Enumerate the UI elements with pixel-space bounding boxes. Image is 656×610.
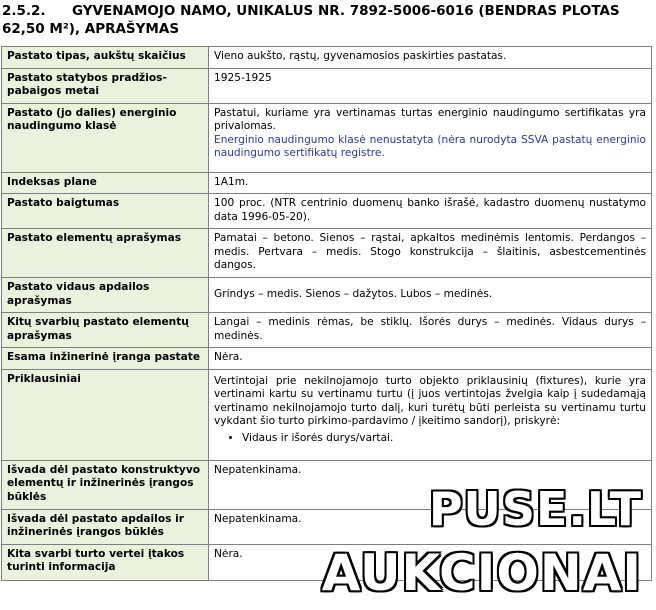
row-label: Indeksas plane <box>2 172 209 194</box>
row-label: Pastato baigtumas <box>2 194 209 229</box>
row-value: Nepatenkinama. <box>209 460 652 509</box>
row-value: Pamatai – betono. Sienos – rąstai, apkaltos medinėmis lentomis. Perdangos – medis. Pertvara – medis. Stogo konstrukcija – šlaitinis, asbestcementinės dangos. <box>209 229 652 278</box>
table-row <box>2 47 652 69</box>
table-row <box>2 194 652 229</box>
row-value: 100 proc. (NTR centrinio duomenų banko išrašė, kadastro duomenų nustatymo data 1996-05-20). <box>209 194 652 229</box>
section-heading <box>2 2 652 38</box>
table-row <box>2 278 652 313</box>
row-label: Pastato elementų aprašymas <box>2 229 209 278</box>
row-label: Išvada dėl pastato konstruktyvo elementų ir inžinerinės įrangos būklės <box>2 460 209 509</box>
section-title: GYVENAMOJO NAMO, UNIKALUS NR. 7892-5006-6016 (BENDRAS PLOTAS 62,50 M²), APRAŠYMAS <box>2 3 620 37</box>
row-value: 1925-1925 <box>209 68 652 103</box>
row-value: Nepatenkinama. <box>209 509 652 544</box>
table-row <box>2 229 652 278</box>
row-label: Esama inžinerinė įranga pastate <box>2 348 209 370</box>
watermark-line-2: AUKCIONAI <box>321 544 642 602</box>
row-value: Nėra. <box>209 544 652 580</box>
watermark-line-1: PUSE.LT <box>428 482 642 536</box>
table-row <box>2 348 652 370</box>
row-value-text: Vertintojai prie nekilnojamojo turto objekto priklausinių (fixtures), kurie yra vertinami kartu su vertinamu turtu (į juos vertintojas žvelgia kaip į sudedamąją vertinamo nekilnojamojo turto dalį, kuri turėtų būti perleista su vertinamu turtu vykdant šio turto pirkimo-pardavimo / įkeitimo sandorį), priskyrė: <box>214 374 646 427</box>
fixtures-list <box>214 432 646 446</box>
row-label: Išvada dėl pastato apdailos ir inžinerinės įrangos būklės <box>2 509 209 544</box>
section-number: 2.5.2. <box>2 3 46 19</box>
list-item: • Vidaus ir išorės durys/vartai. <box>242 432 646 446</box>
row-label: Pastato (jo dalies) energinio naudingumo klasė <box>2 103 209 172</box>
row-value: Vieno aukšto, rąstų, gyvenamosios paskirties pastatas. <box>209 47 652 69</box>
row-label: Kita svarbi turto vertei įtakos turinti informacija <box>2 544 209 580</box>
row-label: Kitų svarbių pastato elementų aprašymas <box>2 313 209 348</box>
row-value-note: Energinio naudingumo klasė nenustatyta (nėra nurodyta SSVA pastatų energinio naudingumo sertifikatų registre. <box>214 133 646 159</box>
row-label: Pastato statybos pradžios-pabaigos metai <box>2 68 209 103</box>
row-label: Pastato tipas, aukštų skaičius <box>2 47 209 69</box>
table-row <box>2 172 652 194</box>
table-row <box>2 103 652 172</box>
row-value: Langai – medinis rėmas, be stiklų. Išorės durys – medinės. Vidaus durys – medinės. <box>209 313 652 348</box>
table-row <box>2 68 652 103</box>
row-value-text: Pastatui, kuriame yra vertinamas turtas energinio naudingumo sertifikatas yra privalomas. <box>214 106 646 132</box>
row-value <box>209 103 652 172</box>
row-value <box>209 369 652 460</box>
row-value: Nėra. <box>209 348 652 370</box>
row-value: 1A1m. <box>209 172 652 194</box>
table-row <box>2 313 652 348</box>
table-row <box>2 369 652 460</box>
row-label: Priklausiniai <box>2 369 209 460</box>
row-value: Grindys – medis. Sienos – dažytos. Lubos – medinės. <box>209 278 652 313</box>
row-label: Pastato vidaus apdailos aprašymas <box>2 278 209 313</box>
